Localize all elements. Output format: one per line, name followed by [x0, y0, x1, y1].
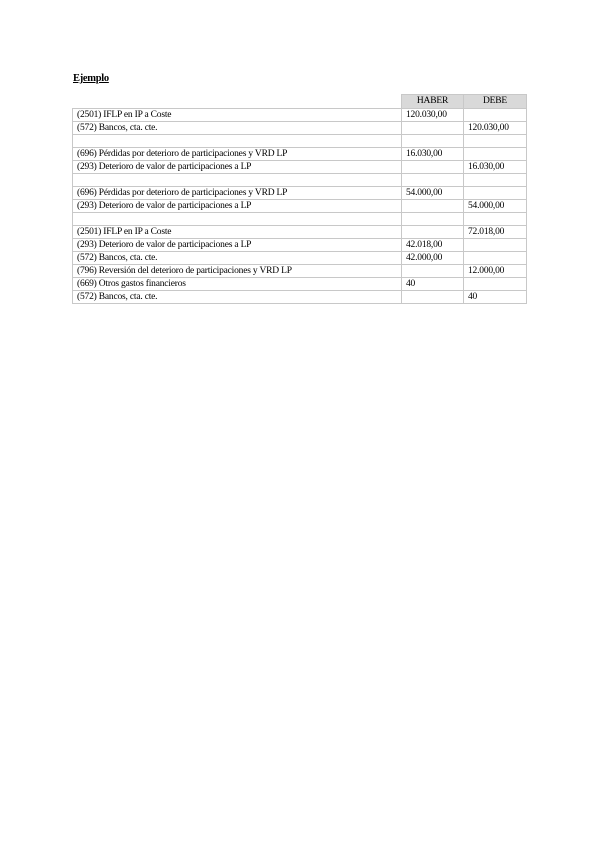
header-blank-cell — [73, 95, 402, 109]
account-cell: (796) Reversión del deterioro de participaciones y VRD LP — [73, 265, 402, 278]
debe-cell: 120.030,00 — [464, 122, 527, 135]
debe-cell — [464, 213, 527, 226]
haber-cell — [402, 265, 464, 278]
table-row — [73, 109, 527, 122]
debe-cell: 16.030,00 — [464, 161, 527, 174]
account-cell — [73, 135, 402, 148]
account-cell: (696) Pérdidas por deterioro de participaciones y VRD LP — [73, 148, 402, 161]
table-row — [73, 187, 527, 200]
account-cell: (696) Pérdidas por deterioro de participaciones y VRD LP — [73, 187, 402, 200]
table-row — [73, 161, 527, 174]
debe-cell: 12.000,00 — [464, 265, 527, 278]
haber-cell — [402, 174, 464, 187]
table-row — [73, 226, 527, 239]
haber-cell — [402, 135, 464, 148]
account-cell: (669) Otros gastos financieros — [73, 278, 402, 291]
header-debe: DEBE — [464, 95, 527, 109]
table-row — [73, 122, 527, 135]
account-cell: (2501) IFLP en IP a Coste — [73, 226, 402, 239]
account-cell: (572) Bancos, cta. cte. — [73, 252, 402, 265]
debe-cell: 54.000,00 — [464, 200, 527, 213]
table-row — [73, 265, 527, 278]
account-cell: (293) Deterioro de valor de participaciones a LP — [73, 239, 402, 252]
journal-entries-table — [72, 94, 527, 304]
account-cell: (2501) IFLP en IP a Coste — [73, 109, 402, 122]
debe-cell — [464, 109, 527, 122]
document-title: Ejemplo — [73, 73, 109, 84]
journal-entries-body — [73, 95, 527, 304]
table-row — [73, 135, 527, 148]
haber-cell — [402, 213, 464, 226]
table-row — [73, 278, 527, 291]
table-row — [73, 252, 527, 265]
haber-cell: 40 — [402, 278, 464, 291]
debe-cell: 72.018,00 — [464, 226, 527, 239]
debe-cell — [464, 135, 527, 148]
debe-cell — [464, 252, 527, 265]
debe-cell — [464, 174, 527, 187]
debe-cell: 40 — [464, 291, 527, 304]
header-haber: HABER — [402, 95, 464, 109]
account-cell: (293) Deterioro de valor de participaciones a LP — [73, 161, 402, 174]
haber-cell — [402, 291, 464, 304]
haber-cell — [402, 122, 464, 135]
table-row — [73, 291, 527, 304]
table-row — [73, 148, 527, 161]
table-row — [73, 239, 527, 252]
account-cell: (293) Deterioro de valor de participaciones a LP — [73, 200, 402, 213]
haber-cell: 54.000,00 — [402, 187, 464, 200]
haber-cell: 120.030,00 — [402, 109, 464, 122]
table-row — [73, 213, 527, 226]
haber-cell: 42.000,00 — [402, 252, 464, 265]
haber-cell: 16.030,00 — [402, 148, 464, 161]
account-cell — [73, 213, 402, 226]
debe-cell — [464, 148, 527, 161]
account-cell — [73, 174, 402, 187]
table-row — [73, 200, 527, 213]
haber-cell — [402, 161, 464, 174]
debe-cell — [464, 187, 527, 200]
haber-cell — [402, 200, 464, 213]
debe-cell — [464, 278, 527, 291]
debe-cell — [464, 239, 527, 252]
account-cell: (572) Bancos, cta. cte. — [73, 291, 402, 304]
haber-cell — [402, 226, 464, 239]
table-header-row — [73, 95, 527, 109]
haber-cell: 42.018,00 — [402, 239, 464, 252]
account-cell: (572) Bancos, cta. cte. — [73, 122, 402, 135]
table-row — [73, 174, 527, 187]
